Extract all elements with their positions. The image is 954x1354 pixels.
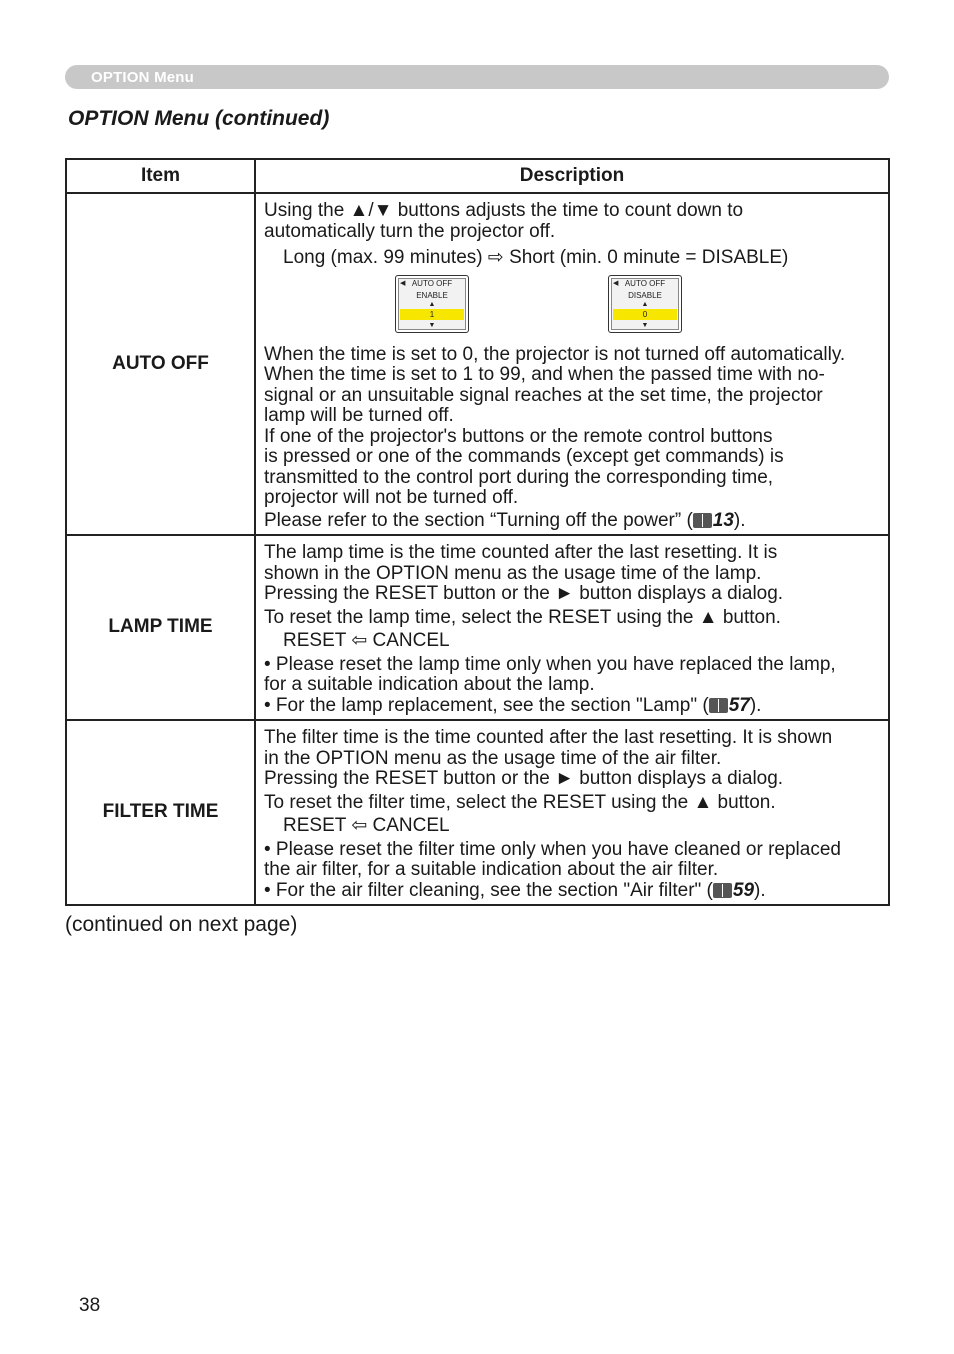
osd-value: 1 xyxy=(400,309,464,320)
text-line: shown in the OPTION menu as the usage time of the lamp. xyxy=(264,562,762,584)
book-icon xyxy=(709,698,728,713)
table-row-lamp-time xyxy=(66,535,889,720)
range-line: Long (max. 99 minutes) ⇨ Short (min. 0 minute = DISABLE) xyxy=(283,247,789,268)
text-line: • Please reset the filter time only when you have cleaned or replaced xyxy=(264,838,841,860)
item-filter-time: FILTER TIME xyxy=(66,720,255,905)
text-line: lamp will be turned off. xyxy=(264,405,454,426)
text-line: Pressing the RESET button or the ► button displays a dialog. xyxy=(264,768,784,789)
text-line: To reset the filter time, select the RESET using the ▲ button. xyxy=(264,791,776,813)
item-lamp-time: LAMP TIME xyxy=(66,535,255,720)
page-reference xyxy=(264,511,882,532)
text-line: in the OPTION menu as the usage time of the air filter. xyxy=(264,747,722,769)
reference-text: • For the air filter cleaning, see the section "Air filter" ( xyxy=(264,879,713,901)
book-icon xyxy=(713,883,732,898)
text-line: Pressing the RESET button or the ► button displays a dialog. xyxy=(264,583,784,604)
down-arrow-icon: ▼ xyxy=(641,321,649,329)
table-row-auto-off xyxy=(66,193,889,535)
reference-page: 59 xyxy=(732,879,755,901)
page-reference xyxy=(264,696,882,717)
header-description: Description xyxy=(255,159,889,193)
reference-page: 13 xyxy=(712,509,734,531)
text-line: If one of the projector's buttons or the remote control buttons xyxy=(264,425,773,447)
reference-page: 57 xyxy=(728,694,750,716)
header-item: Item xyxy=(66,159,255,193)
text-line: When the time is set to 1 to 99, and when the passed time with no- xyxy=(264,364,825,385)
page-reference xyxy=(264,881,882,902)
reset-dialog-line: RESET ⇦ CANCEL xyxy=(283,815,450,836)
osd-examples xyxy=(264,275,882,337)
osd-mode: ENABLE xyxy=(416,290,448,300)
text-line: automatically turn the projector off. xyxy=(264,220,556,242)
header-bar xyxy=(65,65,889,89)
osd-mode: DISABLE xyxy=(628,290,662,300)
reference-text: Please refer to the section “Turning off the power” ( xyxy=(264,509,693,531)
section-title: OPTION Menu (continued) xyxy=(68,107,330,130)
text-line: projector will not be turned off. xyxy=(264,487,519,508)
description-filter-time xyxy=(255,720,889,905)
osd-value: 0 xyxy=(613,309,677,320)
text-line: is pressed or one of the commands (except get commands) is xyxy=(264,446,784,467)
text-line: transmitted to the control port during the corresponding time, xyxy=(264,466,774,488)
osd-dialog-disable xyxy=(608,275,682,333)
table-row-filter-time xyxy=(66,720,889,905)
left-arrow-icon: ◀ xyxy=(613,279,619,287)
text-line: The filter time is the time counted after the last resetting. It is shown xyxy=(264,727,833,748)
book-icon xyxy=(693,513,712,528)
osd-title: AUTO OFF xyxy=(624,278,666,288)
header-bar-label: OPTION Menu xyxy=(91,69,195,86)
text-line: the air filter, for a suitable indication about the air filter. xyxy=(264,859,719,880)
text-line: for a suitable indication about the lamp. xyxy=(264,674,595,695)
description-lamp-time xyxy=(255,535,889,720)
osd-dialog-enable xyxy=(395,275,469,333)
text-line: The lamp time is the time counted after the last resetting. It is xyxy=(264,542,778,563)
text-line: Using the ▲/▼ buttons adjusts the time to count down to xyxy=(264,200,744,221)
up-arrow-icon: ▲ xyxy=(428,300,436,308)
up-arrow-icon: ▲ xyxy=(641,300,649,308)
page-number: 38 xyxy=(79,1295,101,1316)
reference-close: ). xyxy=(749,694,762,716)
osd-title: AUTO OFF xyxy=(411,278,453,288)
down-arrow-icon: ▼ xyxy=(428,321,436,329)
continued-note: (continued on next page) xyxy=(65,913,298,936)
text-line: When the time is set to 0, the projector is not turned off automatically. xyxy=(264,343,846,365)
reference-close: ). xyxy=(733,509,746,531)
table-header-row xyxy=(66,159,889,193)
text-line: To reset the lamp time, select the RESET using the ▲ button. xyxy=(264,606,781,628)
text-line: • Please reset the lamp time only when you have replaced the lamp, xyxy=(264,653,836,675)
reference-text: • For the lamp replacement, see the section "Lamp" ( xyxy=(264,694,709,716)
option-table xyxy=(65,158,890,906)
text-line: signal or an unsuitable signal reaches at the set time, the projector xyxy=(264,384,823,406)
reference-close: ). xyxy=(754,879,766,901)
reset-dialog-line: RESET ⇦ CANCEL xyxy=(283,630,450,651)
description-auto-off xyxy=(255,193,889,535)
left-arrow-icon: ◀ xyxy=(400,279,406,287)
item-auto-off: AUTO OFF xyxy=(66,193,255,535)
